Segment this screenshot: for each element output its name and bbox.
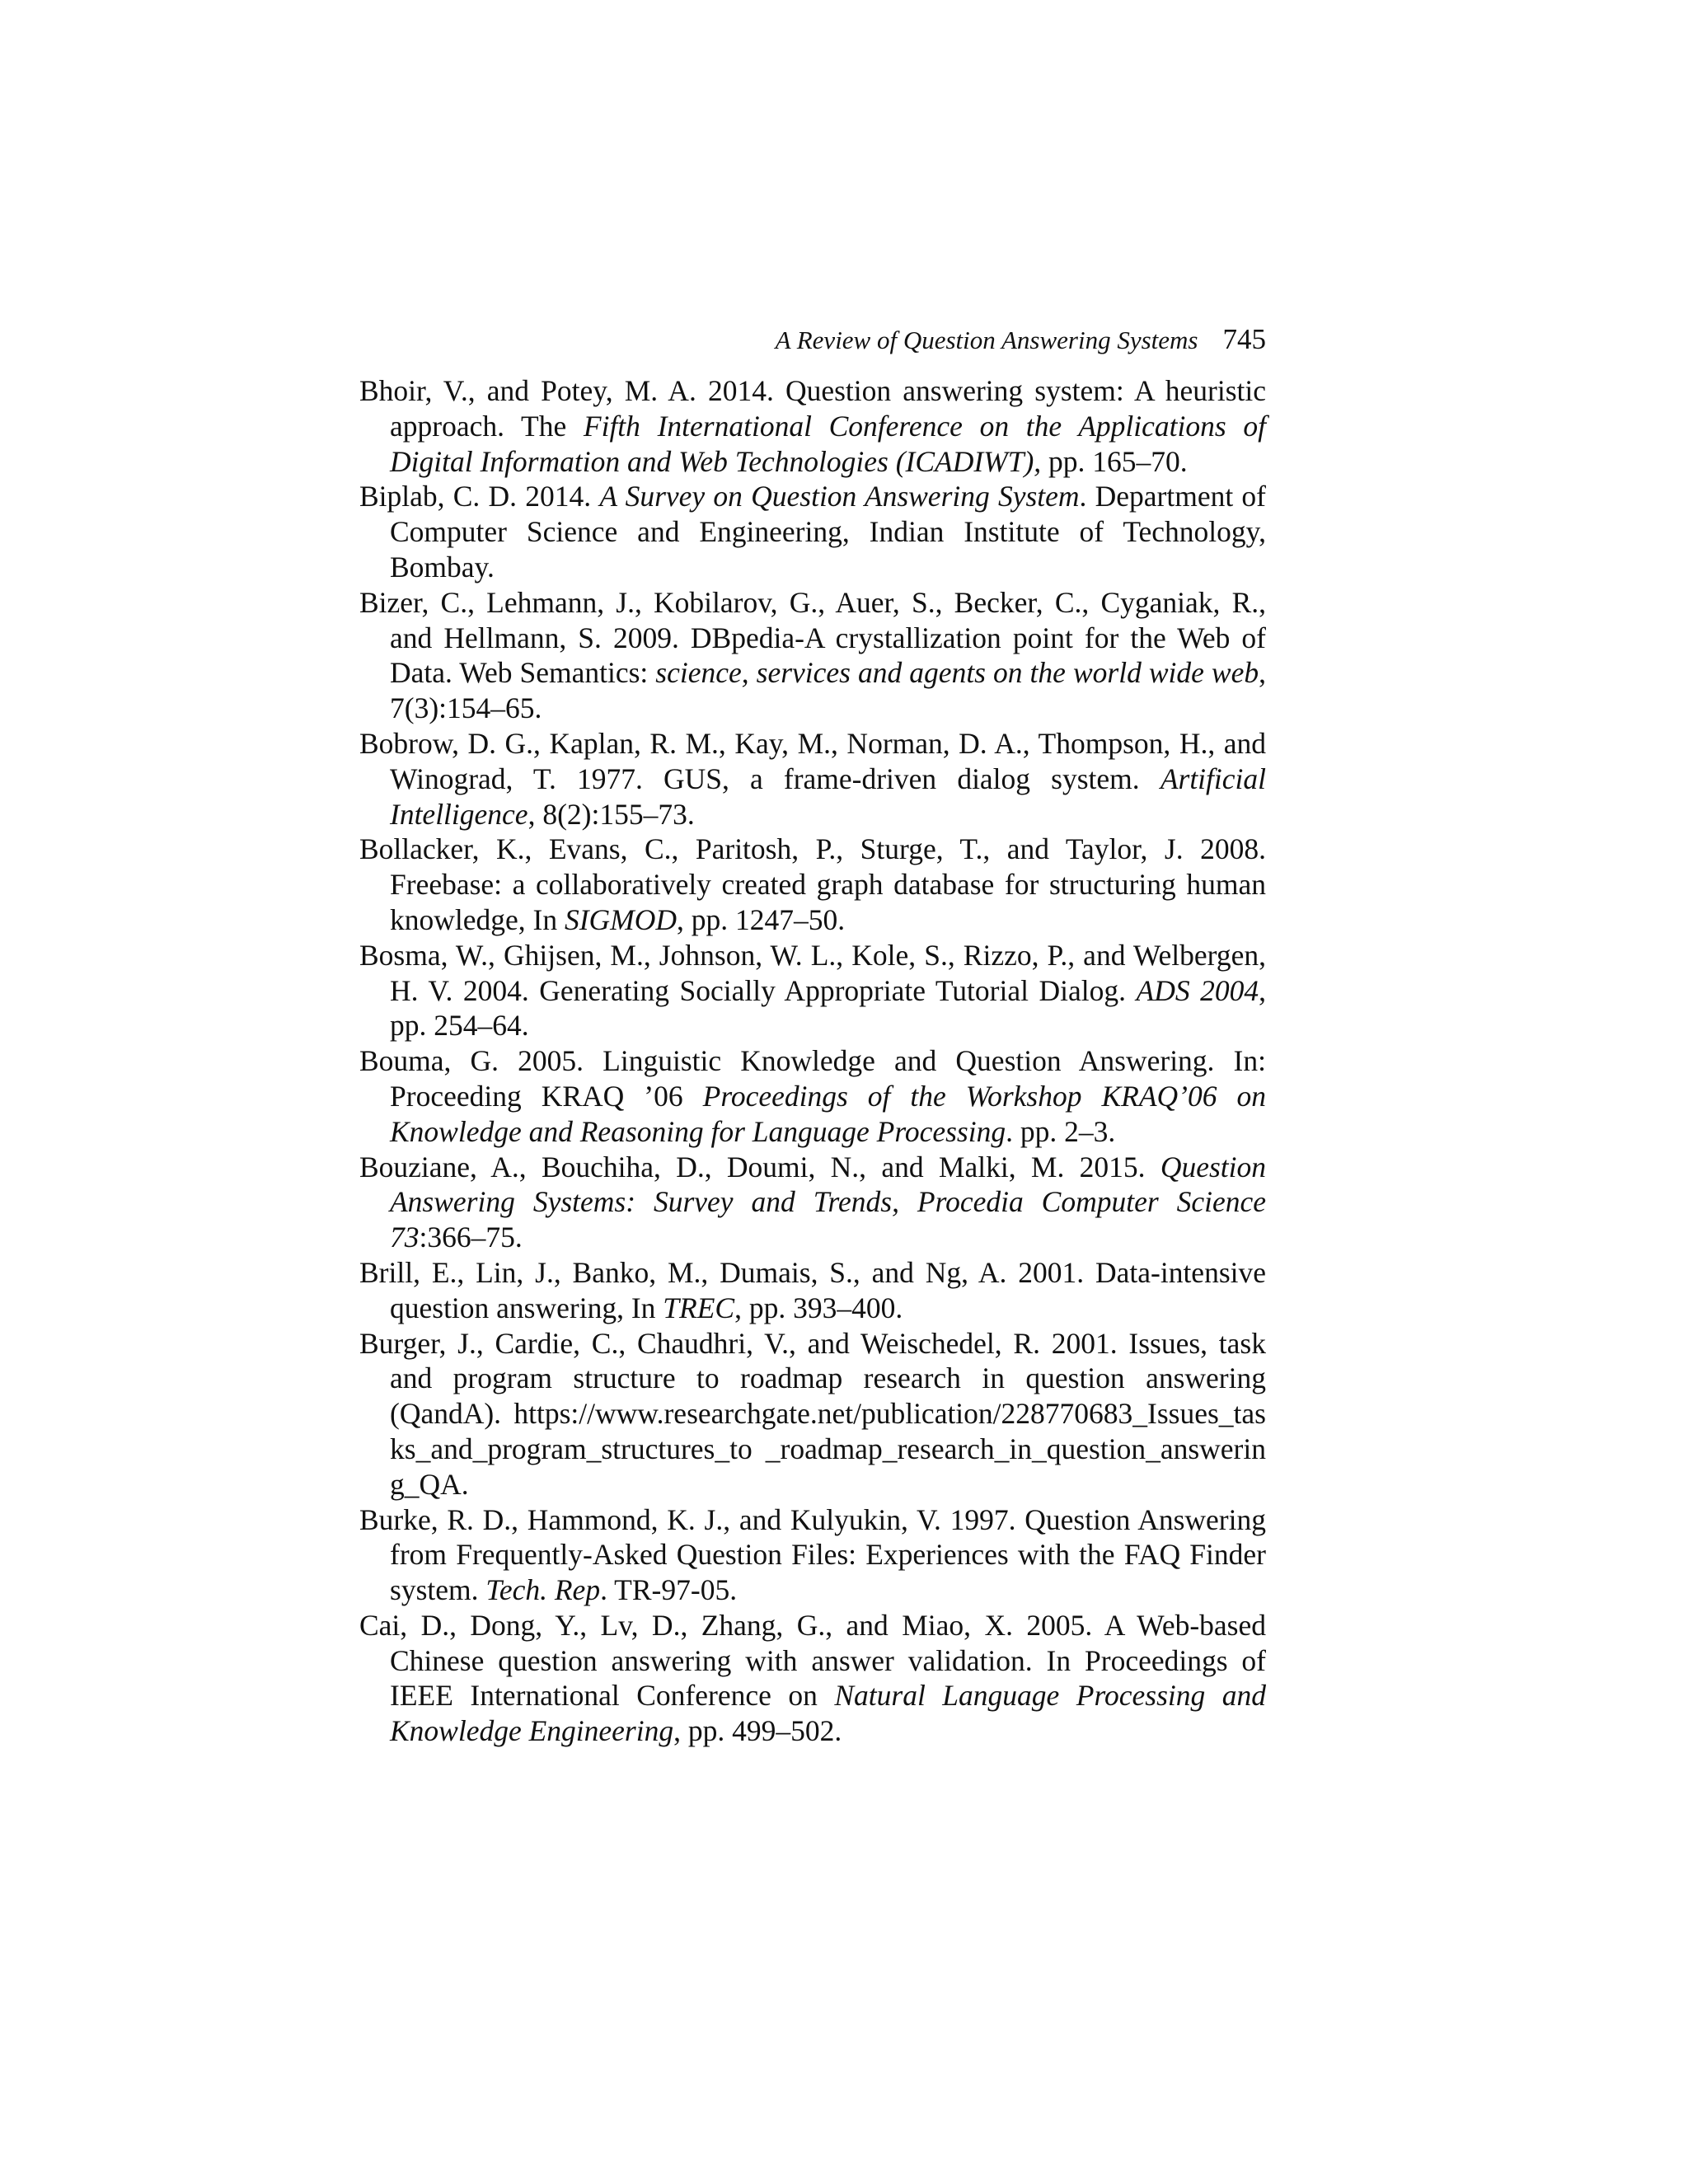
reference-entry: Bosma, W., Ghijsen, M., Johnson, W. L., Kole, S., Rizzo, P., and Welbergen, H. V. 2004. Generating Socially Appropriate Tutorial Dialog. ADS 2004, pp. 254–64. [359, 938, 1266, 1043]
reference-entry: Bizer, C., Lehmann, J., Kobilarov, G., Auer, S., Becker, C., Cyganiak, R., and Hellmann, S. 2009. DBpedia-A crystallization point for the Web of Data. Web Semantics: science, services and agents on the world wide web, 7(3):154–65. [359, 585, 1266, 725]
reference-list [359, 373, 1266, 1749]
reference-entry: Burger, J., Cardie, C., Chaudhri, V., and Weischedel, R. 2001. Issues, task and program structure to roadmap research in question answering (QandA). https://www.researchgate.net/publication/228770683_Issues_tasks_and_program_structures_to _roadmap_research_in_question_answering_QA. [359, 1326, 1266, 1501]
page [359, 320, 1266, 1749]
reference-entry: Bhoir, V., and Potey, M. A. 2014. Question answering system: A heuristic approach. The Fifth International Conference on the Applications of Digital Information and Web Technologies (ICADIWT), pp. 165–70. [359, 374, 1266, 478]
reference-entry: Bobrow, D. G., Kaplan, R. M., Kay, M., Norman, D. A., Thompson, H., and Winograd, T. 1977. GUS, a frame-driven dialog system. Artificial Intelligence, 8(2):155–73. [359, 726, 1266, 831]
running-head [359, 320, 1266, 360]
reference-entry: Bollacker, K., Evans, C., Paritosh, P., Sturge, T., and Taylor, J. 2008. Freebase: a collaboratively created graph database for structuring human knowledge, In SIGMOD, pp. 1247–50. [359, 832, 1266, 936]
reference-entry: Biplab, C. D. 2014. A Survey on Question Answering System. Department of Computer Science and Engineering, Indian Institute of Technology, Bombay. [359, 480, 1266, 583]
page-number: 745 [1222, 323, 1266, 355]
reference-entry: Bouziane, A., Bouchiha, D., Doumi, N., and Malki, M. 2015. Question Answering Systems: Survey and Trends, Procedia Computer Science 73:366–75. [359, 1150, 1266, 1254]
reference-url[interactable]: https://www.researchgate.net/publication/228770683_Issues_tasks_and_program_structures_to _roadmap_research_in_question_answering_QA. [390, 1397, 1266, 1501]
reference-entry: Burke, R. D., Hammond, K. J., and Kulyukin, V. 1997. Question Answering from Frequently-Asked Question Files: Experiences with the FAQ Finder system. Tech. Rep. TR-97-05. [359, 1502, 1266, 1607]
running-title: A Review of Question Answering Systems [775, 326, 1198, 354]
reference-entry: Cai, D., Dong, Y., Lv, D., Zhang, G., and Miao, X. 2005. A Web-based Chinese question answering with answer validation. In Proceedings of IEEE International Conference on Natural Language Processing and Knowledge Engineering, pp. 499–502. [359, 1608, 1266, 1748]
reference-entry: Brill, E., Lin, J., Banko, M., Dumais, S., and Ng, A. 2001. Data-intensive question answering, In TREC, pp. 393–400. [359, 1255, 1266, 1324]
reference-entry: Bouma, G. 2005. Linguistic Knowledge and Question Answering. In: Proceeding KRAQ ’06 Proceedings of the Workshop KRAQ’06 on Knowledge and Reasoning for Language Processing. pp. 2–3. [359, 1044, 1266, 1148]
